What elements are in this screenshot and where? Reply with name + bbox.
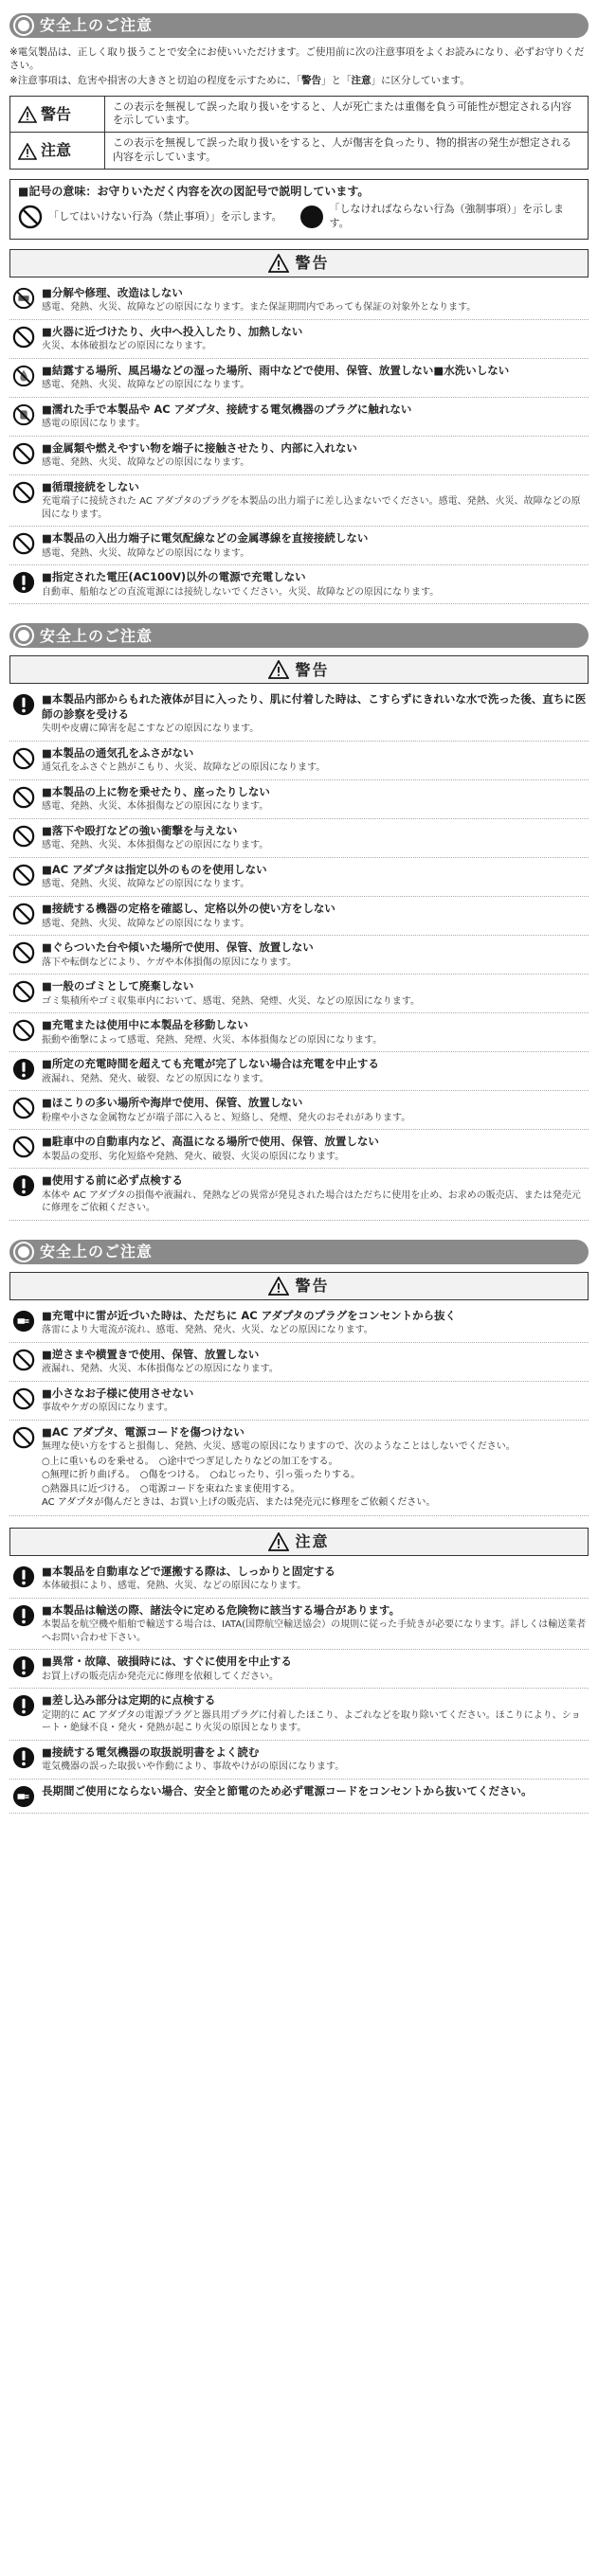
item-heading: ■差し込み部分は定期的に点検する: [42, 1693, 216, 1708]
prohibit-icon: [12, 1387, 35, 1410]
no-water-icon: [12, 365, 35, 387]
intro-line-1: ※電気製品は、正しく取り扱うことで安全にお使いいただけます。ご使用前に次の注意事項をよくお読みになり、必ずお守りください。: [9, 46, 585, 72]
item-desc: ゴミ集積所やゴミ収集車内において、感電、発熱、発煙、火災、などの原因になります。: [42, 995, 420, 1007]
list-item: [9, 1169, 589, 1221]
warning-list-2: [9, 688, 589, 1220]
warning-triangle-icon: [268, 254, 289, 273]
item-desc: 本製品の変形、劣化短絡や発熱、発火、破裂、火災の原因になります。: [42, 1151, 345, 1162]
intro-line-2: [9, 74, 589, 87]
warning-band: [9, 1272, 589, 1300]
list-item: [9, 975, 589, 1013]
caution-list: [9, 1560, 589, 1814]
warning-triangle-icon: [268, 1277, 289, 1296]
list-item: [9, 1741, 589, 1780]
item-heading: ■指定された電圧(AC100V)以外の電源で充電しない: [42, 570, 306, 584]
caution-band: [9, 1528, 589, 1556]
prohibit-icon: [12, 1426, 35, 1449]
mandatory-icon: [12, 1694, 35, 1717]
item-heading: ■逆さまや横置きで使用、保管、放置しない: [42, 1347, 260, 1361]
intro: [9, 45, 589, 88]
item-heading: ■結露する場所、風呂場などの湿った場所、雨中などで使用、保管、放置しない■水洗いしない: [42, 363, 510, 377]
mandatory-icon: [12, 693, 35, 716]
list-item: [9, 1650, 589, 1689]
prohibit-icon: [12, 980, 35, 1003]
circle-bullet-icon: [15, 627, 32, 644]
symbols-box: [9, 179, 589, 240]
prohibit-icon: [12, 864, 35, 886]
item-heading: ■金属類や燃えやすい物を端子に接触させたり、内部に入れない: [42, 440, 357, 455]
item-desc: 感電、発熱、火災、故障などの原因になります。: [42, 879, 250, 890]
list-item: [9, 565, 589, 604]
item-desc: お買上げの販売店か発売元に修理を依頼してください。: [42, 1671, 279, 1682]
caution-triangle-icon: [18, 143, 37, 160]
prohibit-icon: [12, 1136, 35, 1158]
list-item: [9, 1130, 589, 1169]
item-heading: ■火器に近づけたり、火中へ投入したり、加熱しない: [42, 324, 303, 338]
unplug-icon: [12, 1310, 35, 1333]
cord-list-item: ○上に重いものを乗せる。 ○途中でつぎ足したりなどの加工をする。: [42, 1456, 338, 1467]
item-desc: 本製品を航空機や船舶で輸送する場合は、IATA(国際航空輸送協会）の規則に従った手続きが必要になります。詳しくは輸送業者へお問い合わせ下さい。: [42, 1619, 587, 1643]
intro-text: 」と「: [321, 75, 352, 87]
mandatory-icon: [12, 1604, 35, 1627]
item-desc: 感電、発熱、火災、故障などの原因になります。また保証期間内であっても保証の対象外となります。: [42, 302, 477, 313]
item-desc: 感電、発熱、火災、故障などの原因になります。: [42, 547, 250, 559]
cord-list-item: ○無理に折り曲げる。 ○傷をつける。 ○ねじったり、引っ張ったりする。: [42, 1470, 361, 1481]
prohibit-icon: [12, 747, 35, 770]
list-item: [9, 1343, 589, 1382]
list-item: [9, 1013, 589, 1052]
prohibit-icon: [12, 1097, 35, 1119]
warning-triangle-icon: [268, 660, 289, 679]
mandatory-icon: [12, 1058, 35, 1081]
item-desc: 感電、発熱、火災、本体損傷などの原因になります。: [42, 840, 269, 851]
list-item: [9, 1560, 589, 1599]
list-item: [9, 281, 589, 320]
warning-band-label: 警告: [295, 1276, 330, 1295]
item-desc: 無理な使い方をすると損傷し、発熱、火災、感電の原因になりますので、次のようなことはしないでください。: [42, 1441, 516, 1453]
item-desc: 感電、発熱、火災、故障などの原因になります。: [42, 918, 250, 929]
list-item: [9, 1382, 589, 1421]
symbols-title: ■記号の意味：お守りいただく内容を次の図記号で説明しています。: [18, 184, 370, 198]
warning-band: [9, 655, 589, 684]
prohibit-icon: [12, 1019, 35, 1042]
caution-band-label: 注意: [295, 1531, 330, 1550]
item-desc: 液漏れ、発熱、発火、破裂、などの原因になります。: [42, 1073, 269, 1084]
item-desc: 感電、発熱、火災、故障などの原因になります。: [42, 457, 250, 469]
mandatory-icon: [12, 571, 35, 594]
item-heading: ■本製品は輸送の際、諸法令に定める危険物に該当する場合があります。: [42, 1602, 400, 1617]
list-item: [9, 320, 589, 359]
list-item: [9, 742, 589, 780]
list-item: [9, 688, 589, 742]
intro-caution-word: 注意: [351, 75, 371, 87]
item-desc: 粉塵や小さな金属物などが端子部に入ると、短絡し、発煙、発火のおそれがあります。: [42, 1112, 411, 1123]
item-heading: ■接続する電気機器の取扱説明書をよく読む: [42, 1744, 260, 1759]
item-desc: 液漏れ、発熱、火災、本体損傷などの原因になります。: [42, 1364, 279, 1375]
caution-triangle-icon: [268, 1532, 289, 1551]
mandatory-dot-icon: [299, 205, 324, 229]
item-heading: ■ぐらついた台や傾いた場所で使用、保管、放置しない: [42, 940, 314, 954]
item-desc: 本体破損により、感電、発熱、火災、などの原因になります。: [42, 1581, 307, 1592]
item-heading: ■本製品の上に物を乗せたり、座ったりしない: [42, 784, 270, 798]
mandatory-icon: [12, 1655, 35, 1678]
item-desc: 自動車、船舶などの直流電源には接続しないでください。火災、故障などの原因になります。: [42, 586, 440, 598]
warning-list-3: [9, 1304, 589, 1421]
item-desc: 電気機器の誤った取扱いや作動により、事故やけがの原因になります。: [42, 1762, 345, 1773]
item-heading: 長期間ご使用にならない場合、安全と節電のため必ず電源コードをコンセントから抜いてください。: [42, 1783, 533, 1798]
no-wet-hands-icon: [12, 403, 35, 426]
legend-table: [9, 96, 589, 170]
legend-warning-row: [10, 96, 589, 133]
symbol-prohibit-text: 「してはいけない行為（禁止事項）」を示します。: [48, 209, 282, 223]
no-disassemble-icon: [12, 287, 35, 310]
item-heading: ■本製品の入出力端子に電気配線などの金属導線を直接接続しない: [42, 531, 369, 546]
list-item: [9, 897, 589, 936]
item-heading: ■分解や修理、改造はしない: [42, 285, 183, 299]
prohibit-icon: [12, 786, 35, 809]
warning-triangle-icon: [18, 106, 37, 123]
list-item: [9, 1052, 589, 1091]
list-item: [9, 1599, 589, 1651]
item-heading: ■循環接続をしない: [42, 479, 139, 493]
prohibit-icon: [12, 532, 35, 555]
item-desc: 火災、本体破損などの原因になります。: [42, 341, 212, 352]
list-item: [9, 527, 589, 565]
unplug-icon: [12, 1785, 35, 1808]
legend-caution-desc: この表示を無視して誤った取り扱いをすると、人が傷害を負ったり、物的損害の発生が想定される内容を示しています。: [105, 133, 589, 170]
section-header: [9, 1240, 589, 1264]
prohibit-icon: [18, 205, 43, 229]
mandatory-icon: [12, 1746, 35, 1769]
section-header: [9, 623, 589, 648]
section-title: 安全上のご注意: [40, 16, 154, 35]
warning-list-1: [9, 281, 589, 605]
circle-bullet-icon: [15, 1243, 32, 1261]
prohibit-icon: [12, 1349, 35, 1371]
item-desc: 事故やケガの原因になります。: [42, 1403, 173, 1414]
list-item: [9, 780, 589, 819]
section-title: 安全上のご注意: [40, 626, 154, 645]
prohibit-icon: [12, 442, 35, 465]
warning-band-label: 警告: [295, 253, 330, 272]
intro-text: 」に区分しています。: [371, 75, 470, 87]
intro-warning-word: 警告: [301, 75, 322, 87]
cord-note: AC アダプタが傷んだときは、お買い上げの販売店、または発売元に修理をご依頼ください。: [42, 1497, 436, 1509]
prohibit-icon: [12, 903, 35, 925]
list-item: [9, 1780, 589, 1814]
item-heading: ■濡れた手で本製品や AC アダプタ、接続する電気機器のプラグに触れない: [42, 402, 412, 416]
item-heading: ■AC アダプタは指定以外のものを使用しない: [42, 862, 267, 876]
item-desc: 通気孔をふさぐと熱がこもり、火災、故障などの原因になります。: [42, 762, 326, 774]
item-heading: ■使用する前に必ず点検する: [42, 1173, 183, 1188]
item-desc: 充電端子に接続された AC アダプタのプラグを本製品の出力端子に差し込まないでください。感電、発熱、火災、故障などの原因になります。: [42, 496, 581, 520]
warning-band: [9, 249, 589, 277]
legend-caution-row: [10, 133, 589, 170]
item-desc: 感電の原因になります。: [42, 419, 146, 430]
item-heading: ■小さなお子様に使用させない: [42, 1386, 194, 1400]
list-item: [9, 936, 589, 975]
list-item: [9, 858, 589, 897]
prohibit-icon: [12, 941, 35, 964]
item-heading: ■充電中に雷が近づいた時は、ただちに AC アダプタのプラグをコンセントから抜く: [42, 1308, 457, 1322]
section-title: 安全上のご注意: [40, 1242, 154, 1261]
intro-text: ※注意事項は、危害や損害の大きさと切迫の程度を示すために、「: [9, 75, 302, 87]
list-item: [9, 437, 589, 475]
item-desc: 感電、発熱、火災、本体損傷などの原因になります。: [42, 801, 269, 813]
list-item: [9, 1689, 589, 1741]
item-heading: ■一般のゴミとして廃棄しない: [42, 979, 194, 993]
item-heading: ■異常・故障、破損時には、すぐに使用を中止する: [42, 1655, 292, 1669]
item-heading: ■駐車中の自動車内など、高温になる場所で使用、保管、放置しない: [42, 1135, 379, 1149]
list-item: [9, 819, 589, 858]
legend-caution-label: 注意: [41, 141, 72, 160]
item-heading: ■ほこりの多い場所や海岸で使用、保管、放置しない: [42, 1096, 303, 1110]
prohibit-icon: [12, 825, 35, 848]
item-heading: ■本製品内部からもれた液体が目に入ったり、肌に付着した時は、こすらずにきれいな水で洗った後、直ちに医師の診察を受ける: [42, 692, 587, 721]
mandatory-icon: [12, 1174, 35, 1197]
list-item: [9, 359, 589, 398]
prohibit-icon: [12, 481, 35, 504]
list-item: [9, 1304, 589, 1343]
list-item: [9, 1421, 589, 1516]
item-desc: 感電、発熱、火災、故障などの原因になります。: [42, 380, 250, 391]
item-heading: ■本製品の通気孔をふさがない: [42, 745, 194, 760]
cord-list-item: ○熱器具に近づける。 ○電源コードを束ねたまま使用する。: [42, 1483, 300, 1494]
item-heading: ■接続する機器の定格を確認し、定格以外の使い方をしない: [42, 901, 335, 915]
item-heading: ■充電または使用中に本製品を移動しない: [42, 1018, 248, 1032]
prohibit-icon: [12, 326, 35, 349]
item-desc: 落雷により大電流が流れ、感電、発熱、発火、火災、などの原因になります。: [42, 1325, 373, 1336]
legend-warning-desc: この表示を無視して誤った取り扱いをすると、人が死亡または重傷を負う可能性が想定される内容を示しています。: [105, 96, 589, 133]
list-item: [9, 1091, 589, 1130]
item-desc: 失明や皮膚に障害を起こすなどの原因になります。: [42, 724, 260, 735]
item-heading: ■落下や殴打などの強い衝撃を与えない: [42, 823, 238, 837]
mandatory-icon: [12, 1565, 35, 1588]
cord-list: [42, 1456, 589, 1510]
circle-bullet-icon: [15, 17, 32, 34]
item-heading: ■AC アダプタ、電源コードを傷つけない: [42, 1424, 245, 1439]
symbol-mandatory-text: 「しなければならない行為（強制事項）」を示します。: [329, 203, 564, 229]
item-heading: ■所定の充電時間を超えても充電が完了しない場合は充電を中止する: [42, 1057, 379, 1071]
warning-band-label: 警告: [295, 660, 330, 679]
item-desc: 落下や転倒などにより、ケガや本体損傷の原因になります。: [42, 957, 297, 968]
legend-warning-label: 警告: [41, 104, 72, 123]
item-heading: ■本製品を自動車などで運搬する際は、しっかりと固定する: [42, 1564, 335, 1578]
item-desc: 振動や衝撃によって感電、発熱、発煙、火災、本体損傷などの原因になります。: [42, 1034, 383, 1046]
item-desc: 本体や AC アダプタの損傷や液漏れ、発熱などの異常が発見された場合はただちに使用を止め、お求めの販売店、または発売元に修理をご依頼ください。: [42, 1190, 581, 1214]
list-item: [9, 475, 589, 528]
section-header: [9, 13, 589, 38]
item-desc: 定期的に AC アダプタの電源プラグと器具用プラグに付着したほこり、よごれなどを取り除いてください。ほこりにより、ショート・絶縁不良・発火・発熱が起こり火災の原因となります。: [42, 1709, 581, 1734]
list-item: [9, 398, 589, 437]
